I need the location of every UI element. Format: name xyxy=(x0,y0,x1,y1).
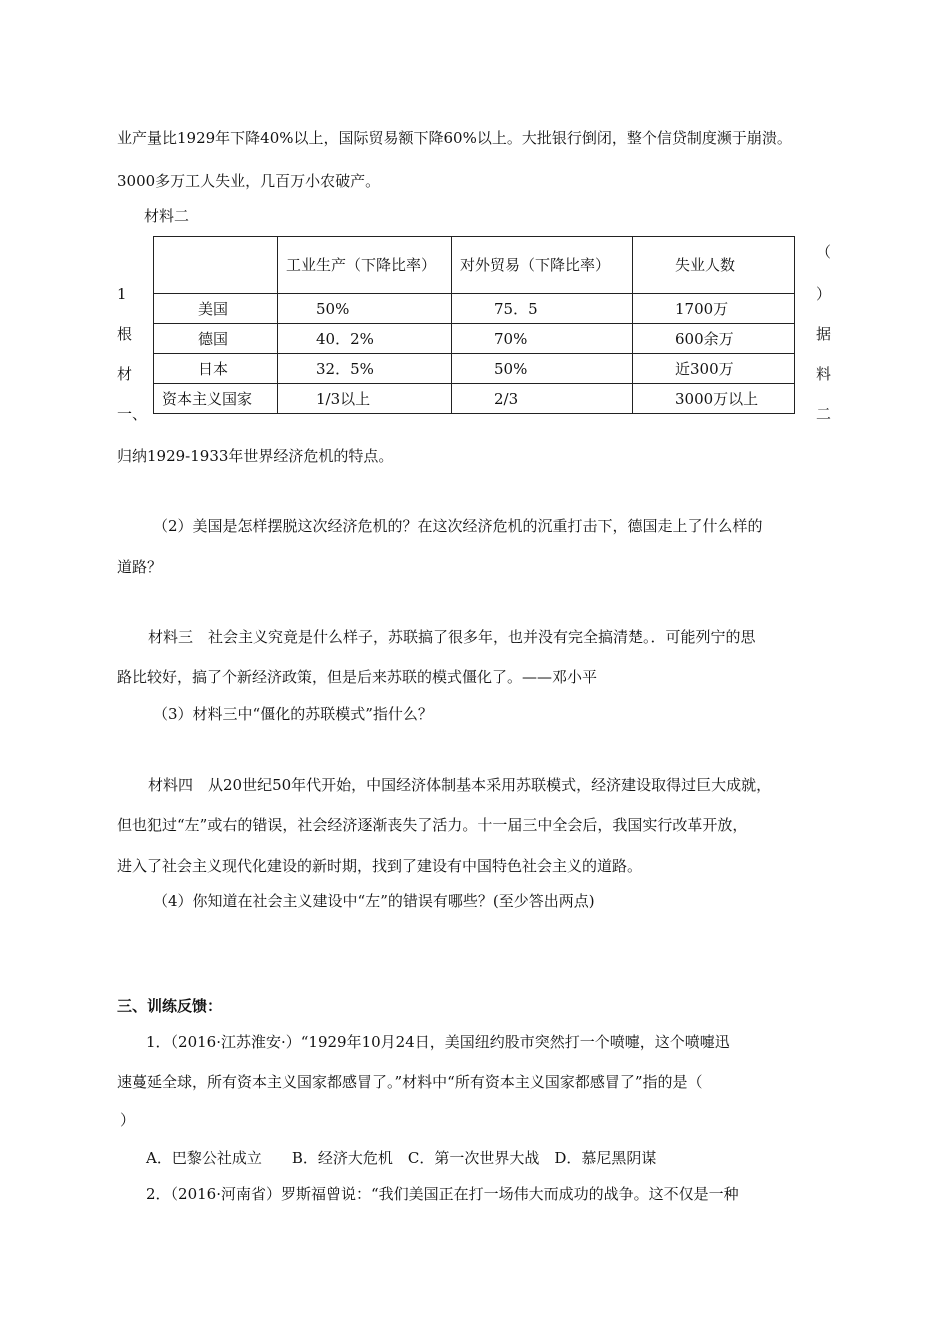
material4-line-3: 进入了社会主义现代化建设的新时期，找到了建设有中国特色社会主义的道路。 xyxy=(117,857,643,875)
question-4: （4）你知道在社会主义建设中“左”的错误有哪些？(至少答出两点) xyxy=(153,892,595,910)
table-cell: 32．5% xyxy=(278,354,452,384)
table-cell: 近300万 xyxy=(633,354,795,384)
question-2-line-1: （2）美国是怎样摆脱这次经济危机的？在这次经济危机的沉重打击下，德国走上了什么样的 xyxy=(153,517,763,535)
table-cell: 日本 xyxy=(154,354,278,384)
table-row xyxy=(154,354,795,384)
intro-line-1: 业产量比1929年下降40%以上，国际贸易额下降60%以上。大批银行倒闭，整个信贷制度濒于崩溃。 xyxy=(117,129,792,147)
table-header-cell: 失业人数 xyxy=(633,237,795,294)
table-header-cell xyxy=(154,237,278,294)
exercise-1-line-2: 速蔓延全球，所有资本主义国家都感冒了。”材料中“所有资本主义国家都感冒了”指的是（ xyxy=(117,1073,703,1091)
intro-line-2: 3000多万工人失业，几百万小农破产。 xyxy=(117,172,381,190)
material4-line-2: 但也犯过“左”或右的错误，社会经济逐渐丧失了活力。十一届三中全会后，我国实行改革开放， xyxy=(117,816,748,834)
table-cell: 资本主义国家 xyxy=(154,384,278,414)
table-cell: 70% xyxy=(452,324,633,354)
table-cell: 600余万 xyxy=(633,324,795,354)
table-cell: 40．2% xyxy=(278,324,452,354)
right-margin-char: （ xyxy=(816,243,832,261)
table-cell: 1/3以上 xyxy=(278,384,452,414)
table-row xyxy=(154,384,795,414)
right-margin-char: 料 xyxy=(816,365,832,383)
exercise-2-line-1: 2．（2016·河南省）罗斯福曾说：“我们美国正在打一场伟大而成功的战争。这不仅是一种 xyxy=(146,1185,739,1203)
exercise-1-line-1: 1．（2016·江苏淮安·）“1929年10月24日，美国纽约股市突然打一个喷嚏，这个喷嚏迅 xyxy=(146,1033,730,1051)
table-cell: 50% xyxy=(278,294,452,324)
question-1-tail: 归纳1929-1933年世界经济危机的特点。 xyxy=(117,447,394,465)
table-header-cell: 对外贸易（下降比率） xyxy=(452,237,633,294)
section-3-heading: 三、训练反馈： xyxy=(117,997,223,1015)
left-margin-char: 1 xyxy=(117,285,127,303)
left-margin-char: 根 xyxy=(117,325,133,343)
left-margin-char: 一、 xyxy=(117,405,148,423)
question-2-line-2: 道路？ xyxy=(117,558,163,576)
table-cell: 美国 xyxy=(154,294,278,324)
material2-label: 材料二 xyxy=(144,207,190,225)
exercise-1-line-3: ） xyxy=(120,1111,136,1129)
material4-line-1: 材料四 从20世纪50年代开始，中国经济体制基本采用苏联模式，经济建设取得过巨大成就， xyxy=(148,776,772,794)
table-header-cell: 工业生产（下降比率） xyxy=(278,237,452,294)
table-row xyxy=(154,294,795,324)
material3-line-1: 材料三 社会主义究竟是什么样子，苏联搞了很多年，也并没有完全搞清楚。．可能列宁的思 xyxy=(148,628,756,646)
table-cell: 1700万 xyxy=(633,294,795,324)
exercise-1-options: A．巴黎公社成立 B．经济大危机 C．第一次世界大战 D．慕尼黑阴谋 xyxy=(146,1149,657,1167)
table-cell: 3000万以上 xyxy=(633,384,795,414)
right-margin-char: ） xyxy=(816,285,832,303)
table-header-row xyxy=(154,237,795,294)
left-margin-char: 材 xyxy=(117,365,133,383)
right-margin-char: 据 xyxy=(816,325,832,343)
table-cell: 2/3 xyxy=(452,384,633,414)
material2-table xyxy=(153,236,795,414)
table-row xyxy=(154,324,795,354)
table-cell: 德国 xyxy=(154,324,278,354)
question-3: （3）材料三中“僵化的苏联模式”指什么？ xyxy=(153,705,433,723)
material3-line-2: 路比较好，搞了个新经济政策，但是后来苏联的模式僵化了。——邓小平 xyxy=(117,668,598,686)
table-cell: 75．5 xyxy=(452,294,633,324)
table-cell: 50% xyxy=(452,354,633,384)
right-margin-char: 二 xyxy=(816,405,832,423)
